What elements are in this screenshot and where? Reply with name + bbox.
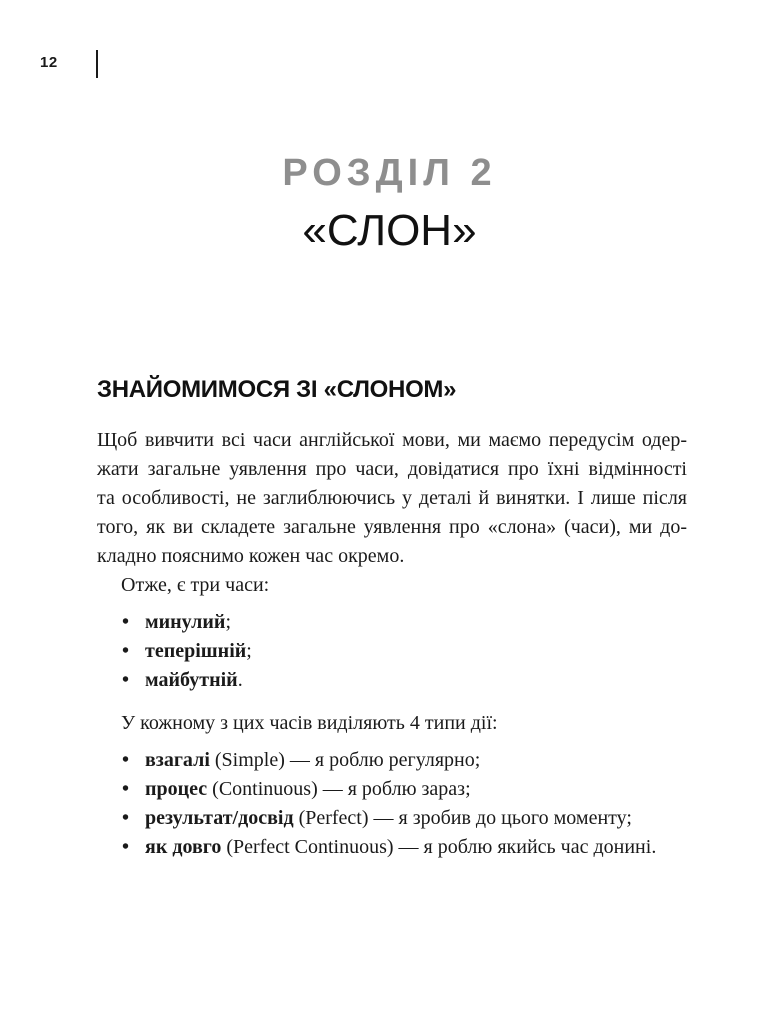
page-number-divider: [96, 50, 98, 78]
list-item: • результат/досвід (Perfect) — я зробив до цього моменту;: [97, 804, 687, 833]
action-term: взагалі: [145, 749, 210, 771]
tense-term: теперішній: [145, 640, 247, 662]
chapter-title: «СЛОН»: [302, 206, 477, 255]
action-term: процес: [145, 778, 208, 800]
intro-line: та особливості, не заглиблюючись у деталі й винятки. І лише після: [97, 487, 687, 509]
action-types-lead: У кожному з цих часів виділяють 4 типи дії:: [121, 712, 498, 734]
body-text: [97, 426, 687, 862]
intro-paragraph: [97, 426, 687, 571]
list-item: • теперішній;: [97, 637, 687, 666]
action-term: як довго: [145, 836, 222, 858]
tense-term: минулий: [145, 611, 226, 633]
action-term: результат/досвід: [145, 807, 294, 829]
list-item: • процес (Continuous) — я роблю зараз;: [97, 775, 687, 804]
section-heading: ЗНАЙОМИМОСЯ ЗІ «СЛОНОМ»: [97, 376, 457, 403]
intro-line: жати загальне уявлення про часи, довідатися про їхні відмінності: [97, 458, 687, 480]
intro-line: кладно пояснимо кожен час окремо.: [97, 545, 405, 567]
intro-line: Щоб вивчити всі часи англійської мови, ми маємо передусім одер-: [97, 429, 687, 451]
tenses-lead: Отже, є три часи:: [121, 574, 270, 596]
action-types-list: [97, 746, 687, 862]
list-item: • майбутній.: [97, 666, 687, 695]
list-item: • минулий;: [97, 608, 687, 637]
page-number: 12: [40, 54, 58, 71]
chapter-label: РОЗДІЛ 2: [282, 152, 497, 194]
tenses-list: [97, 608, 687, 695]
intro-line: того, як ви складете загальне уявлення про «слона» (часи), ми до-: [97, 516, 687, 538]
list-item: • взагалі (Simple) — я роблю регулярно;: [97, 746, 687, 775]
list-item: • як довго (Perfect Continuous) — я роблю якийсь час донині.: [97, 833, 687, 862]
tense-term: майбутній: [145, 669, 238, 691]
